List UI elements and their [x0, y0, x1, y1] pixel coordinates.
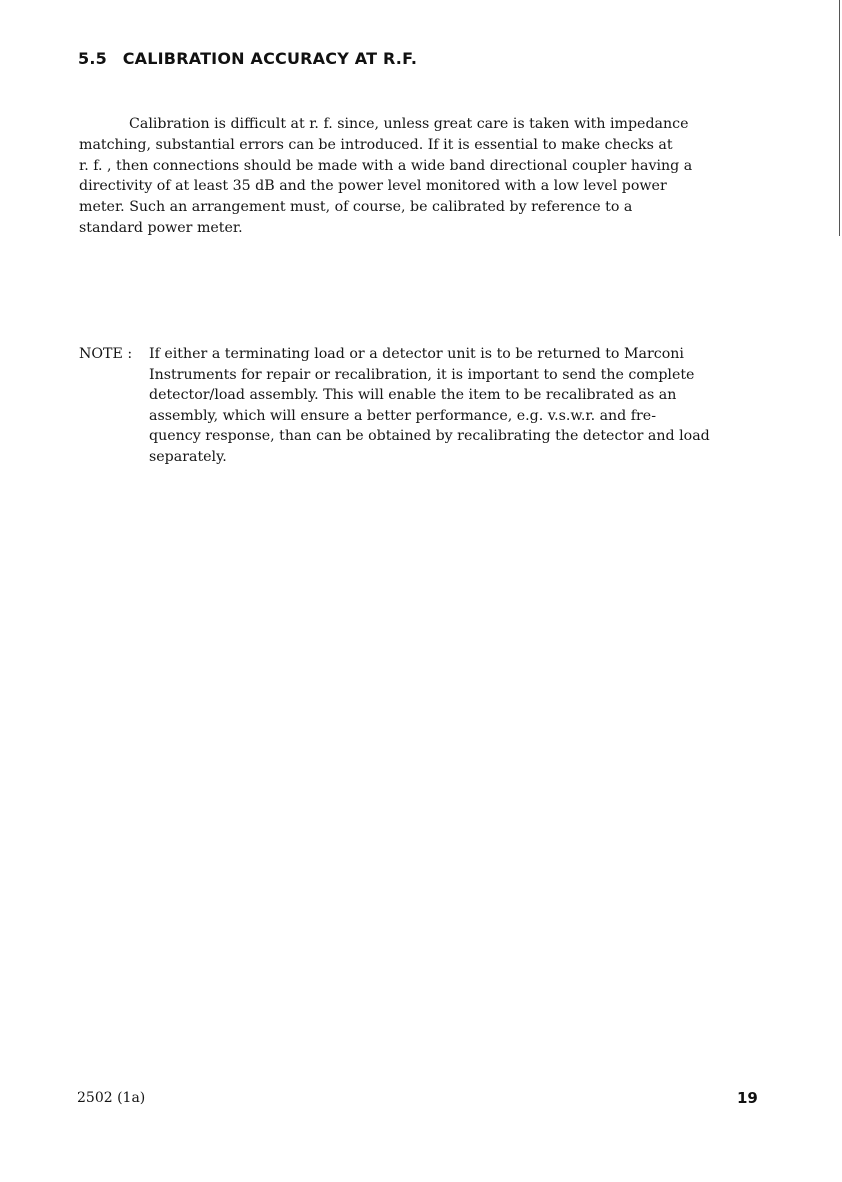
page-number: 19 [737, 1089, 758, 1107]
note-body [149, 344, 779, 468]
scan-edge-line [839, 0, 840, 236]
paragraph-line: directivity of at least 35 dB and the power level monitored with a low level power [79, 178, 667, 195]
note-line: assembly, which will ensure a better performance, e.g. v.s.w.r. and fre- [149, 407, 656, 424]
note-line: Instruments for repair or recalibration, it is important to send the complete [149, 366, 695, 383]
section-heading [78, 49, 417, 68]
paragraph-line: Calibration is difficult at r. f. since, unless great care is taken with impedance [129, 116, 689, 132]
section-title: CALIBRATION ACCURACY AT R.F. [122, 49, 418, 68]
paragraph-line: matching, substantial errors can be introduced. If it is essential to make checks at [79, 136, 673, 153]
note-line: If either a terminating load or a detector unit is to be returned to Marconi [149, 346, 684, 362]
note-line: quency response, than can be obtained by recalibrating the detector and load [149, 428, 710, 445]
note-label: NOTE : [79, 346, 133, 362]
section-number: 5.5 [78, 49, 107, 68]
paragraph-line: standard power meter. [79, 219, 243, 236]
paragraph-line: r. f. , then connections should be made with a wide band directional coupler having a [79, 157, 693, 174]
body-paragraph [79, 114, 779, 239]
note-line: separately. [149, 448, 227, 465]
document-reference: 2502 (1a) [77, 1090, 146, 1106]
paragraph-line: meter. Such an arrangement must, of course, be calibrated by reference to a [79, 199, 633, 216]
note-line: detector/load assembly. This will enable the item to be recalibrated as an [149, 387, 677, 404]
